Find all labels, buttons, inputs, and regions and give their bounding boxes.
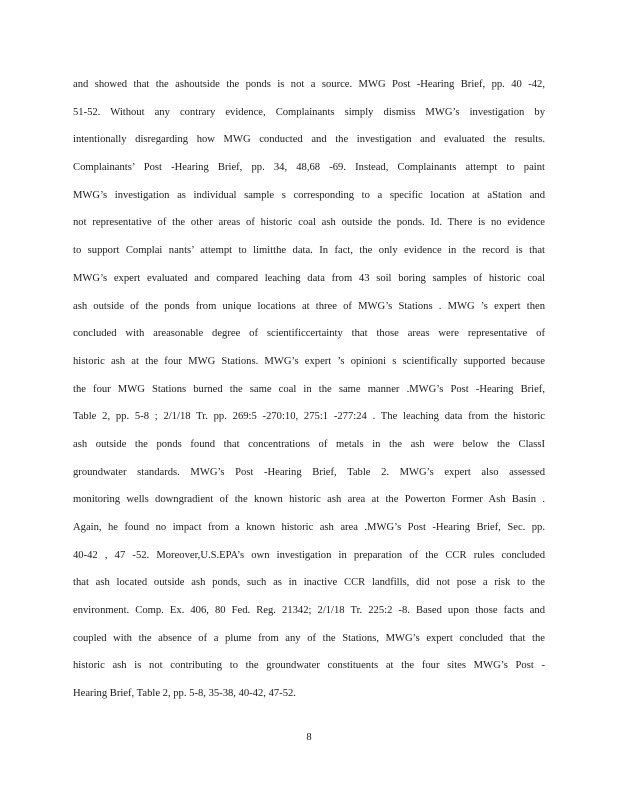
text-line: concluded with areasonable degree of scientificcertainty that those areas were representative of [73, 328, 545, 340]
text-line: ash outside the ponds found that concentrations of metals in the ash were below the ClassI [73, 438, 545, 450]
text-line: intentionally disregarding how MWG conducted and the investigation and evaluated the results. [73, 134, 545, 146]
text-line-last: Hearing Brief, Table 2, pp. 5-8, 35-38, 40-42, 47-52. [73, 688, 296, 700]
text-line: 51-52. Without any contrary evidence, Complainants simply dismiss MWG’s investigation by [73, 106, 545, 118]
text-line: Table 2, pp. 5-8 ; 2/1/18 Tr. pp. 269:5 -270:10, 275:1 -277:24 . The leaching data from the historic [73, 411, 545, 423]
text-line: historic ash at the four MWG Stations. MWG’s expert ’s opinioni s scientifically supported because [73, 355, 545, 367]
text-line: that ash located outside ash ponds, such as in inactive CCR landfills, did not pose a risk to the [73, 577, 545, 589]
text-line: monitoring wells downgradient of the known historic ash area at the Powerton Former Ash Basin . [73, 494, 545, 506]
text-line: not representative of the other areas of historic coal ash outside the ponds. Id. There is no evidence [73, 217, 545, 229]
text-line: 40-42 , 47 -52. Moreover,U.S.EPA’s own investigation in preparation of the CCR rules concluded [73, 549, 545, 561]
text-line: historic ash is not contributing to the groundwater constituents at the four sites MWG’s Post - [73, 660, 545, 672]
text-line: to support Complai nants’ attempt to limitthe data. In fact, the only evidence in the record is that [73, 245, 545, 257]
text-line: coupled with the absence of a plume from any of the Stations, MWG’s expert concluded that the [73, 632, 545, 644]
body-paragraph [73, 71, 545, 708]
text-line: Complainants’ Post -Hearing Brief, pp. 34, 48,68 -69. Instead, Complainants attempt to paint [73, 162, 545, 174]
text-line: groundwater standards. MWG’s Post -Hearing Brief, Table 2. MWG’s expert also assessed [73, 466, 545, 478]
page-number: 8 [306, 732, 312, 743]
text-line: ash outside of the ponds from unique locations at three of MWG’s Stations . MWG ’s expert then [73, 300, 545, 312]
text-line: MWG’s expert evaluated and compared leaching data from 43 soil boring samples of historic coal [73, 272, 545, 284]
text-line: Again, he found no impact from a known historic ash area .MWG’s Post -Hearing Brief, Sec. pp. [73, 522, 545, 533]
text-line: MWG’s investigation as individual sample s corresponding to a specific location at aStation and [73, 189, 545, 201]
text-line: environment. Comp. Ex. 406, 80 Fed. Reg. 21342; 2/1/18 Tr. 225:2 -8. Based upon those facts and [73, 605, 545, 617]
text-line: and showed that the ashoutside the ponds is not a source. MWG Post -Hearing Brief, pp. 40 -42, [73, 79, 545, 90]
text-line: the four MWG Stations burned the same coal in the same manner .MWG’s Post -Hearing Brief, [73, 383, 545, 395]
